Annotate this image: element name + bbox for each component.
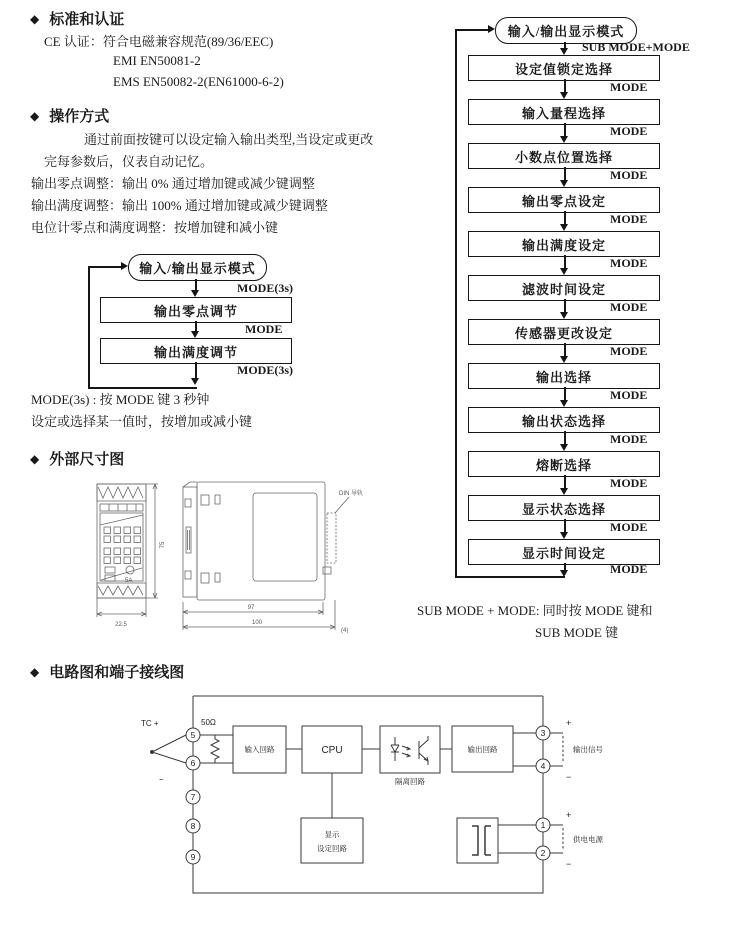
arrowhead-icon (488, 25, 495, 33)
power-supply-label: 供电电源 (573, 835, 603, 844)
side-depth-dim: 97 (247, 605, 255, 611)
flow-arrow (195, 362, 197, 379)
arrowhead-icon (560, 488, 568, 495)
flow-step-box (100, 297, 292, 323)
arrowhead-icon (191, 290, 199, 297)
terminal-6: 6 (190, 758, 196, 768)
flow-step-label: 显示时间设定 (521, 545, 606, 561)
flow-arrow (564, 255, 566, 268)
mode-label: SUB MODE+MODE (582, 40, 690, 54)
mode-label: MODE (610, 520, 648, 534)
flow-step-label: 熔断选择 (535, 457, 592, 473)
output-minus-label: − (566, 772, 572, 782)
terminal-9: 9 (190, 852, 196, 862)
power-minus-label: − (566, 859, 572, 869)
mode-label: MODE (610, 388, 648, 402)
flow-arrow (564, 431, 566, 444)
flow-arrow (564, 475, 566, 488)
flow-step-box (468, 275, 660, 301)
terminal-3: 3 (540, 728, 546, 738)
mode-note-2: 设定或选择某一值时，按增加或减小键 (31, 414, 253, 429)
operation-para-4: 输出满度调整：输出 100% 通过增加键或减少键调整 (31, 198, 328, 213)
flow-arrow (564, 299, 566, 312)
flow-start-node (128, 254, 267, 281)
flow-step-box (468, 231, 660, 257)
standards-title: 标准和认证 (49, 11, 125, 28)
optocoupler-icon (391, 736, 428, 765)
resistor-value-label: 50Ω (201, 718, 216, 727)
terminal-1: 1 (540, 820, 546, 830)
flow-step-box (468, 495, 660, 521)
mode-label: MODE (610, 562, 648, 576)
mode-label: MODE (610, 344, 648, 358)
flow-step-box (468, 187, 660, 213)
flow-arrow (564, 79, 566, 92)
terminal-8: 8 (190, 821, 196, 831)
ems-line: EMS EN50082-2(EN61000-6-2) (113, 74, 284, 89)
transformer-icon (472, 826, 491, 855)
loop-line (88, 266, 90, 388)
dimension-drawing (85, 475, 395, 645)
flow-step-box (468, 99, 660, 125)
flow-step-box (468, 55, 660, 81)
arrowhead-icon (560, 356, 568, 363)
display-label-line1: 显示 (324, 830, 340, 839)
cpu-label: CPU (321, 745, 343, 756)
circuit-diagram (135, 695, 735, 930)
arrowhead-icon (560, 92, 568, 99)
circuit-heading (30, 661, 184, 682)
mode-label: MODE (610, 432, 648, 446)
arrowhead-icon (560, 268, 568, 275)
flow-step-box (468, 319, 660, 345)
flow-start-label: 输入/输出显示模式 (507, 24, 625, 39)
flow-step-box (468, 363, 660, 389)
arrowhead-icon (121, 262, 128, 270)
power-plus-label: + (566, 810, 572, 820)
flow-step-label: 滤波时间设定 (521, 281, 606, 297)
mode-label: MODE(3s) (237, 363, 293, 377)
loop-line (88, 266, 121, 268)
operation-title: 操作方式 (49, 108, 110, 125)
ce-line: CE 认证：符合电磁兼容规范(89/36/EEC) (44, 34, 274, 49)
mode-label: MODE (610, 256, 648, 270)
arrowhead-icon (560, 180, 568, 187)
flow-step-label: 小数点位置选择 (514, 149, 613, 165)
arrowhead-icon (560, 532, 568, 539)
mode-label: MODE (610, 124, 648, 138)
mode-label: MODE (610, 300, 648, 314)
arrowhead-icon (560, 312, 568, 319)
mode-label: MODE (610, 168, 648, 182)
flow-step-label: 设定值锁定选择 (514, 61, 613, 77)
mode-label: MODE (610, 476, 648, 490)
mode-label: MODE (610, 80, 648, 94)
din-rail-label: DIN 导轨 (339, 491, 364, 497)
arrowhead-icon (560, 444, 568, 451)
arrowhead-icon (560, 48, 568, 55)
terminal-2: 2 (540, 848, 546, 858)
flow-step-label: 输出零点设定 (521, 193, 606, 209)
flow-arrow (564, 519, 566, 532)
output-plus-label: + (566, 718, 572, 728)
flow-step-label: 输出满度设定 (521, 237, 606, 253)
arrowhead-icon (191, 331, 199, 338)
flow-arrow (564, 211, 566, 224)
terminal-5: 5 (190, 730, 196, 740)
loop-line (455, 576, 565, 578)
flow-step-label: 输出选择 (535, 369, 592, 385)
circuit-title: 电路图和端子接线图 (49, 664, 185, 681)
tc-plus-label: TC + (141, 719, 159, 728)
flow-step-box (468, 407, 660, 433)
arrowhead-icon (560, 136, 568, 143)
mode-label: MODE(3s) (237, 281, 293, 295)
flow-step-label: 输入量程选择 (521, 105, 606, 121)
flow-step-label: 输出状态选择 (521, 413, 606, 429)
mode-label: MODE (610, 212, 648, 226)
emi-line: EMI EN50081-2 (113, 53, 201, 68)
flow-arrow (564, 123, 566, 136)
side-view-drawing (183, 482, 349, 630)
flow-step-box (100, 338, 292, 364)
operation-para-2: 完每参数后，仪表自动记忆。 (44, 154, 214, 169)
arrowhead-icon (560, 224, 568, 231)
dimensions-heading (30, 448, 124, 469)
diamond-bullet-icon: ◆ (30, 451, 40, 466)
flow-arrow (564, 343, 566, 356)
flow-start-label: 输入/输出显示模式 (139, 261, 256, 276)
diamond-bullet-icon: ◆ (30, 11, 40, 26)
arrowhead-icon (191, 378, 199, 385)
flow-arrow (564, 387, 566, 400)
terminal-4: 4 (540, 761, 546, 771)
left-flowchart (60, 250, 390, 400)
operation-para-5: 电位计零点和满度调整：按增加键和减小键 (31, 220, 279, 235)
isolation-circuit-label: 隔离回路 (395, 777, 425, 786)
output-signal-label: 输出信号 (573, 745, 603, 754)
operation-para-1: 通过前面按键可以设定输入输出类型,当设定或更改 (84, 132, 374, 147)
diamond-bullet-icon: ◆ (30, 664, 40, 679)
flow-step-box (468, 143, 660, 169)
dimensions-title: 外部尺寸图 (49, 451, 125, 468)
front-height-dim: 75 (160, 541, 166, 549)
arrowhead-icon (560, 570, 568, 577)
loop-line (455, 29, 488, 31)
flow-step-label: 输出零点调节 (153, 303, 238, 319)
flow-step-label: 传感器更改设定 (514, 325, 613, 341)
tc-minus-label: − (159, 775, 164, 784)
flow-step-label: 显示状态选择 (521, 501, 606, 517)
front-width-dim: 22.5 (115, 622, 127, 628)
input-circuit-label: 输入回路 (244, 745, 275, 754)
flow-step-label: 输出满度调节 (153, 344, 238, 360)
display-label-line2: 设定回路 (317, 844, 347, 853)
tc-junction-dot (150, 750, 154, 754)
terminal-7: 7 (190, 792, 196, 802)
mode-label: MODE (245, 322, 283, 336)
loop-line (455, 29, 457, 577)
flow-arrow (564, 167, 566, 180)
submode-note-1: SUB MODE + MODE: 同时按 MODE 键和 (417, 603, 653, 618)
amp-rating-label: 5A (125, 578, 133, 584)
submode-note-2: SUB MODE 键 (535, 625, 619, 640)
standards-heading (30, 8, 124, 29)
operation-heading (30, 105, 109, 126)
offset-dim: (4) (341, 628, 349, 634)
front-view-drawing (97, 484, 158, 617)
diamond-bullet-icon: ◆ (30, 108, 40, 123)
flow-step-box (468, 451, 660, 477)
operation-para-3: 输出零点调整：输出 0% 通过增加键或减少键调整 (31, 176, 315, 191)
side-total-dim: 100 (251, 620, 263, 626)
output-circuit-label: 输出回路 (467, 745, 498, 754)
right-flowchart (440, 10, 738, 585)
arrowhead-icon (560, 400, 568, 407)
mode-note-1: MODE(3s) : 按 MODE 键 3 秒钟 (31, 392, 210, 407)
